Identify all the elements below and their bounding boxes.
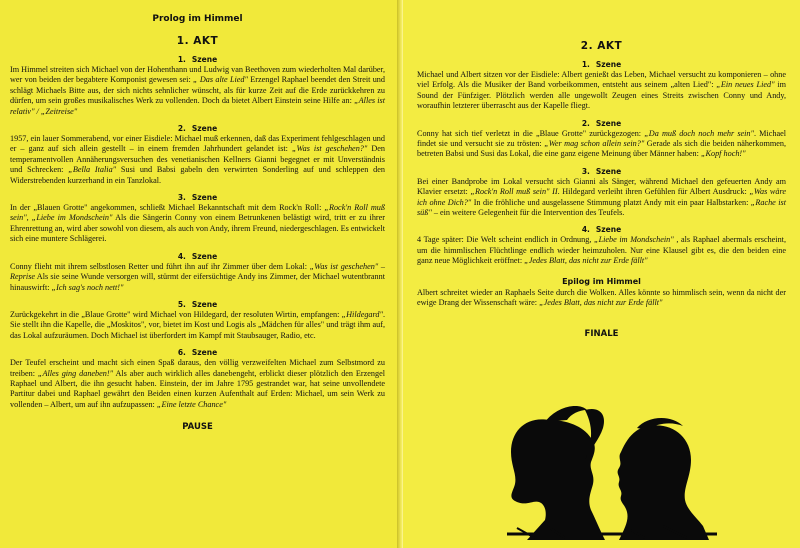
song-title: „Jedes Blatt, das nicht zur Erde fällt" [524, 256, 648, 266]
song-title: „Hildegard" [341, 309, 383, 319]
scene-label: Szene [191, 124, 218, 134]
scene-number: 2. [177, 124, 186, 134]
scene-label: Szene [595, 225, 622, 235]
song-title: „Eine letzte Chance" [156, 399, 227, 409]
scene-label: Szene [595, 118, 622, 128]
scene-heading [10, 348, 385, 357]
scene-label: Szene [191, 193, 218, 203]
song-title: „Was wäre ich ohne Dich?" [417, 187, 786, 207]
scene-number: 1. [177, 55, 186, 64]
song-title: „Ein neues Lied" [716, 80, 775, 90]
scene-text: Bei einer Bandprobe im Lokal versucht sich Gianni als Sänger, während Michael den gefeuerten Andy am Klavier ersetzt: „Rock'n Roll muß sein" II. Hildegard verleiht ihren Gefühlen für Albert Ausdruck: „Was wäre ich ohne Dich?" In die fröhliche und ausgelassene Stimmung platzt Andy mit ein paar Halbstarken: „Rache ist süß" – ein weitere Gelegenheit für die Intervention des Teufels. [417, 176, 786, 218]
song-title: „Rock'n Roll muß sein", „Liebe im Mondschein" [10, 203, 385, 223]
scene-text: 1957, ein lauer Sommerabend, vor einer Eisdiele: Michael muß erkennen, daß das Experiment fehlgeschlagen und er – ganz auf sich allein gestellt – in einem fremden Jahrhundert gelandet ist: „Was ist geschehen?" Den temperamentvollen Annäherungsversuchen des venetianischen Kellners Gianni begegnet er mit Unverständnis und Schrecken: „Bella Italia" Susi und Babsi gabeln den verwirrten Sonderling auf und schleppen den Widerstrebenden kurzerhand in ein Tanzlokal. [10, 134, 386, 185]
song-title: „Alles ging daneben!" [37, 368, 114, 378]
scene-heading [10, 193, 385, 202]
epilog-text: Albert schreitet wieder an Raphaels Seite durch die Wolken. Alles könnte so himmlisch sein, wenn da nicht der ewige Drang der Wissenschaft wäre: „Jedes Blatt, das nicht zur Erde fällt" [417, 287, 786, 308]
scene-label: Szene [191, 55, 218, 64]
scene-number: 6. [177, 348, 186, 358]
scene-heading [417, 119, 786, 128]
song-title: „Ich sag's noch nett!" [51, 282, 124, 292]
scene-text: Michael und Albert sitzen vor der Eisdiele: Albert genießt das Leben, Michael versucht zu komponieren – ohne viel Erfolg. Als die Musiker der Band vorbeikommen, entsteht aus seinem „alten Lied": „Ein neues Lied" im Sound der Fünfziger. Plötzlich werden alle ungewollt Zeugen eines Streits zwischen Conny und Andy, woraufhin letzterer überrascht aus der Kapelle fliegt. [417, 70, 786, 111]
scene-heading [10, 252, 385, 261]
song-title: „Was ist geschehen" – Reprise [10, 261, 385, 282]
scene-heading [417, 225, 786, 234]
scene-heading [10, 55, 385, 64]
scene-number: 4. [581, 225, 590, 235]
song-title: „Liebe im Mondschein" [594, 235, 674, 245]
act-2-scenes [417, 60, 786, 267]
scene-heading [10, 300, 385, 309]
scene-text: Zurückgekehrt in die „Blaue Grotte" wird Michael von Hildegard, der resoluten Wirtin, empfangen: „Hildegard". Sie stellt ihn die Kapelle, die „Moskitos", vor, bietet im Kost und Logis als „Mädchen für alles" und trägt ihm auf, das Lokal aufzuräumen. Doch Michael ist überfordert im Kampf mit Staubsauger, Radio, etc. [10, 309, 385, 340]
act-1-heading: 1. AKT [176, 35, 219, 47]
epilog-heading: Epilog im Himmel [562, 276, 641, 286]
scene-heading [417, 60, 786, 69]
song-title: „Kopf hoch!" [700, 149, 746, 159]
scene-label: Szene [191, 299, 218, 309]
song-title: „Was ist geschehen?" [291, 144, 368, 154]
couple-silhouette-icon [487, 400, 719, 540]
pause-label: PAUSE [182, 422, 213, 433]
scene-number: 5. [177, 299, 186, 309]
scene-number: 4. [177, 251, 186, 261]
song-title: „Rache ist süß" [417, 197, 786, 218]
scene-number: 1. [581, 60, 590, 69]
scene-label: Szene [191, 251, 218, 261]
scene-text: 4 Tage später: Die Welt scheint endlich in Ordnung, „Liebe im Mondschein" , als Raphael abermals erscheint, um die himmlischen Flüchtlinge endlich wieder heimzuholen. Nur eine Klausel gibt es, die den beiden eine ganz neue Möglichkeit eröffnet: „Jedes Blatt, das nicht zur Erde fällt" [417, 235, 786, 266]
scene-number: 3. [177, 193, 186, 203]
song-title: „Alles ist relativ" / „Zeitreise" [10, 96, 385, 116]
song-title: „Bella Italia" [68, 165, 117, 175]
scene-text: Conny flieht mit ihrem selbstlosen Retter und führt ihn auf ihr Zimmer über dem Lokal: „Was ist geschehen" – Reprise Als sie seine Wunde versorgen will, stürmt der eifersüchtige Andy ins Zimmer, der Michael wutentbrannt hinauswirft: „Ich sag's noch nett!" [10, 261, 385, 292]
song-title: „Rock'n Roll muß sein" II [470, 187, 558, 197]
prolog-heading: Prolog im Himmel [152, 14, 243, 24]
scene-text: Der Teufel erscheint und macht sich einen Spaß daraus, den völlig verzweifelten Michael zum Selbstmord zu treiben: „Alles ging daneben!" Als aber auch wirklich alles danebengeht, erblickt dieser plötzlich den Erzengel Raphael und Albert, die ihn gesucht haben. Einstein, der im Jahre 1795 gestrandet war, hat seine unvollendete Partitur dabei und Raphael gewährt den Beiden einen kurzen Aufenthalt auf Erden: Michael, um sein Werk zu vollenden – Albert, um auf ihn aufzupassen: „Eine letzte Chance" [10, 358, 385, 409]
scene-number: 2. [581, 118, 590, 128]
song-title: „Da muß doch noch mehr sein" [644, 128, 754, 138]
scene-label: Szene [595, 60, 622, 69]
scene-heading [10, 124, 385, 133]
scene-heading [417, 167, 786, 176]
scene-number: 3. [581, 166, 590, 176]
finale-label: FINALE [584, 328, 619, 339]
scene-text: Im Himmel streiten sich Michael von der Hohenthann und Ludwig van Beethoven zum wiederholten Mal darüber, wer von beiden der begabtere Komponist gewesen sei: „ Das alte Lied" Erzengel Raphael beendet den Streit und schlägt Michaels Bitte aus, der sich nichts sehnlicher wünscht, als für kurze Zeit auf die Erde zurückkehren zu dürfen, um sein großes musikalisches Werk zu vollenden. Doch da bietet Albert Einstein seine Hilfe an: „Alles ist relativ" / „Zeitreise" [10, 65, 385, 116]
left-page [0, 0, 398, 548]
scene-text: Conny hat sich tief verletzt in die „Blaue Grotte" zurückgezogen: „Da muß doch noch mehr sein". Michael findet sie und versucht sie zu trösten: „Wer mag schon allein sein?" Gerade als sich die beiden näherkommen, betreten Babsi und Susi das Lokal, die eine ganz eigene Meinung über Männer haben: „Kopf hoch!" [417, 128, 786, 159]
act-1-scenes [10, 55, 385, 410]
song-title: „ Das alte Lied" [193, 75, 248, 85]
act-2-heading: 2. AKT [580, 40, 623, 52]
scene-label: Szene [191, 348, 218, 358]
scene-text: In der „Blauen Grotte" angekommen, schließt Michael Bekanntschaft mit dem Rock'n Roll: „Rock'n Roll muß sein", „Liebe im Mondschein" Als die Sängerin Conny von einem Betrunkenen belästigt wird, tritt er zu ihrer Ehrenrettung an, wird aber sowohl von diesem, als auch von Andy, ihrem Freund, niedergeschlagen. Es entwickelt sich eine muntere Schlägerei. [10, 203, 386, 244]
right-page [402, 0, 800, 548]
scene-label: Szene [595, 166, 622, 176]
song-title: „Jedes Blatt, das nicht zur Erde fällt" [539, 298, 663, 308]
song-title: „Wer mag schon allein sein?" [544, 139, 645, 149]
